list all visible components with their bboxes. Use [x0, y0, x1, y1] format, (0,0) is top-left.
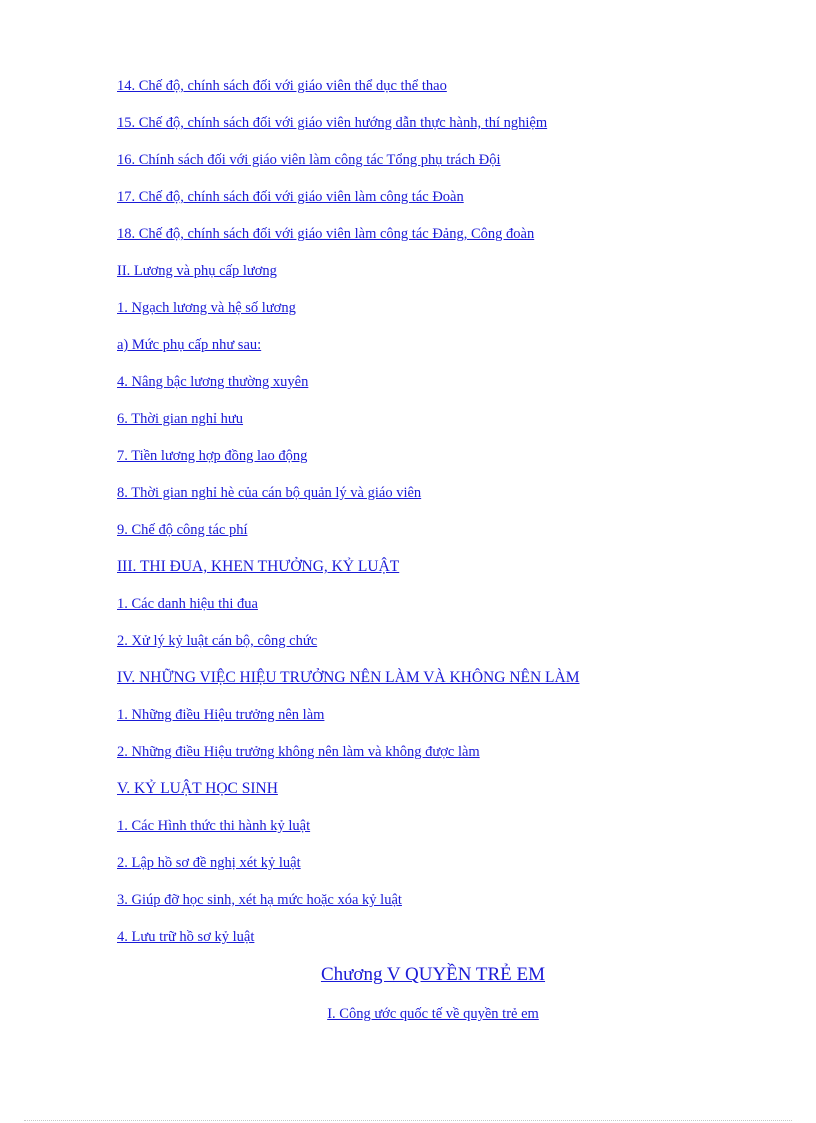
toc-item-link[interactable]: 16. Chính sách đối với giáo viên làm công tác Tổng phụ trách Đội — [117, 152, 501, 168]
toc-item-link[interactable]: 4. Lưu trữ hồ sơ kỷ luật — [117, 929, 255, 945]
table-of-contents — [117, 76, 717, 964]
toc-item-link[interactable]: 2. Những điều Hiệu trưởng không nên làm và không được làm — [117, 744, 480, 760]
toc-item-link[interactable]: 6. Thời gian nghỉ hưu — [117, 411, 244, 427]
chapter-subsection-link[interactable]: I. Công ước quốc tế về quyền trẻ em — [327, 1006, 539, 1022]
toc-item-link[interactable]: 14. Chế độ, chính sách đối với giáo viên thể dục thể thao — [117, 78, 447, 94]
toc-item-link[interactable]: 4. Nâng bậc lương thường xuyên — [117, 374, 309, 390]
toc-item-link[interactable]: 1. Ngạch lương và hệ số lương — [117, 300, 296, 316]
toc-item-link[interactable]: II. Lương và phụ cấp lương — [117, 263, 277, 279]
toc-item-link[interactable]: 2. Xử lý kỷ luật cán bộ, công chức — [117, 633, 318, 649]
toc-item-link[interactable]: 18. Chế độ, chính sách đối với giáo viên làm công tác Đảng, Công đoàn — [117, 226, 535, 242]
toc-item-link[interactable]: 8. Thời gian nghỉ hè của cán bộ quản lý và giáo viên — [117, 485, 422, 501]
toc-item-link[interactable]: 1. Các Hình thức thi hành kỷ luật — [117, 818, 311, 834]
toc-section-link[interactable]: V. KỶ LUẬT HỌC SINH — [117, 780, 278, 797]
chapter-heading-link[interactable]: Chương V QUYỀN TRẺ EM — [320, 964, 546, 985]
toc-item-link[interactable]: 3. Giúp đỡ học sinh, xét hạ mức hoặc xóa kỷ luật — [117, 892, 402, 908]
toc-item-link[interactable]: 1. Những điều Hiệu trưởng nên làm — [117, 707, 325, 723]
toc-item-link[interactable]: 9. Chế độ công tác phí — [117, 522, 248, 538]
toc-item-link[interactable]: 7. Tiền lương hợp đồng lao động — [117, 448, 308, 464]
toc-section-link[interactable]: III. THI ĐUA, KHEN THƯỞNG, KỶ LUẬT — [117, 558, 400, 575]
page-bottom-rule — [24, 1120, 792, 1121]
toc-item-link[interactable]: 1. Các danh hiệu thi đua — [117, 596, 258, 612]
toc-section-link[interactable]: IV. NHỮNG VIỆC HIỆU TRƯỞNG NÊN LÀM VÀ KHÔNG NÊN LÀM — [117, 669, 580, 686]
toc-item-link[interactable]: 2. Lập hồ sơ đề nghị xét kỷ luật — [117, 855, 301, 871]
toc-item-link[interactable]: 17. Chế độ, chính sách đối với giáo viên làm công tác Đoàn — [117, 189, 464, 205]
toc-item-link[interactable]: a) Mức phụ cấp như sau: — [117, 337, 262, 353]
toc-item-link[interactable]: 15. Chế độ, chính sách đối với giáo viên hướng dẫn thực hành, thí nghiệm — [117, 115, 548, 131]
